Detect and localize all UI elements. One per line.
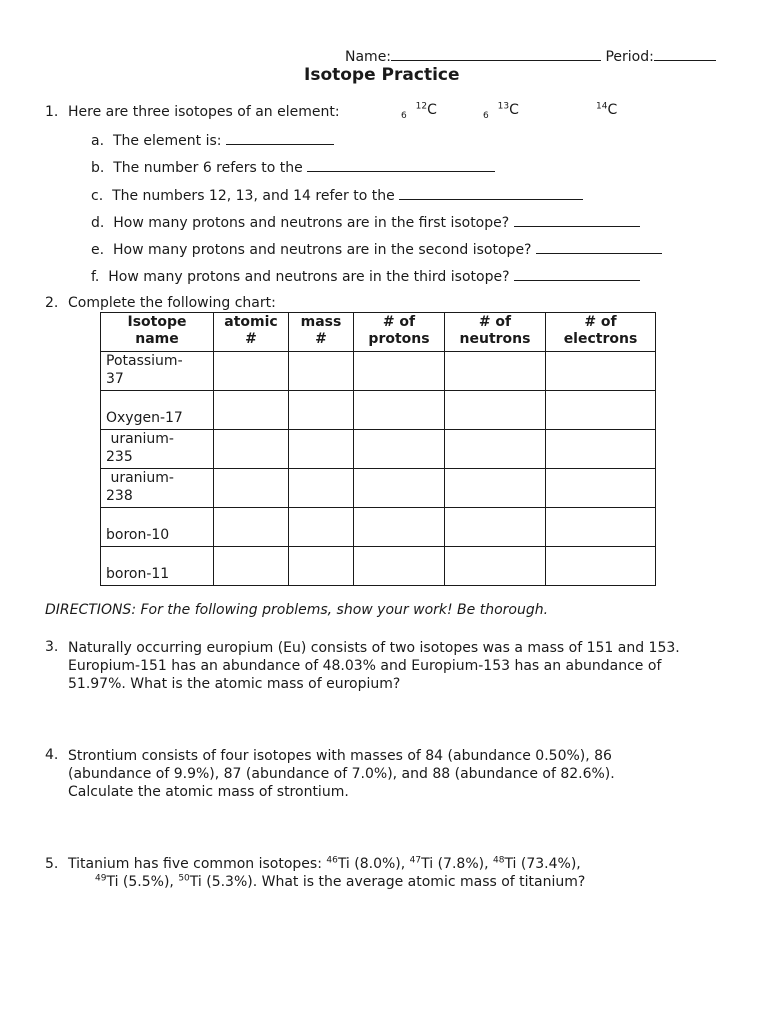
item-text: The numbers 12, 13, and 14 refer to the xyxy=(112,188,395,204)
answer-cell[interactable] xyxy=(546,391,656,430)
q1-item-e xyxy=(91,240,662,258)
col-protons: # of protons xyxy=(354,313,445,352)
answer-cell[interactable] xyxy=(214,391,289,430)
row-isotope-name: uranium- 235 xyxy=(101,430,214,469)
mass-50: 50 xyxy=(178,873,190,884)
answer-cell[interactable] xyxy=(445,352,546,391)
ti-48: Ti (73.4%), xyxy=(504,856,581,872)
iso2-mass-number: 13 xyxy=(497,101,510,112)
q1-item-f xyxy=(91,267,640,285)
col-isotope-name: Isotope name xyxy=(101,313,214,352)
row-isotope-name: boron-10 xyxy=(101,508,214,547)
q1-text: Here are three isotopes of an element: xyxy=(68,104,340,120)
item-letter: b. xyxy=(91,160,105,176)
item-letter: d. xyxy=(91,215,105,231)
row-isotope-name: uranium- 238 xyxy=(101,469,214,508)
name-label: Name: xyxy=(345,49,392,65)
answer-cell[interactable] xyxy=(354,469,445,508)
q3-text: Naturally occurring europium (Eu) consists of two isotopes was a mass of 151 and 153. Europium-151 has an abundance of 48.03% and Europium-153 has an abundance of 51.97%. What is the atomic mass of europium? xyxy=(68,640,680,692)
answer-cell[interactable] xyxy=(445,391,546,430)
answer-cell[interactable] xyxy=(214,508,289,547)
q1-item-b xyxy=(91,158,495,176)
answer-cell[interactable] xyxy=(289,391,354,430)
answer-cell[interactable] xyxy=(354,391,445,430)
item-text: How many protons and neutrons are in the third isotope? xyxy=(108,269,510,285)
answer-cell[interactable] xyxy=(546,508,656,547)
answer-cell[interactable] xyxy=(546,430,656,469)
answer-blank-e[interactable] xyxy=(536,240,662,254)
iso2-atomic-number: 6 xyxy=(483,110,489,121)
answer-cell[interactable] xyxy=(354,430,445,469)
answer-cell[interactable] xyxy=(445,430,546,469)
answer-cell[interactable] xyxy=(354,352,445,391)
q5-number: 5. xyxy=(45,856,59,872)
name-blank[interactable] xyxy=(391,47,601,61)
item-letter: c. xyxy=(91,188,104,204)
answer-blank-a[interactable] xyxy=(226,131,334,145)
isotope-chart xyxy=(100,312,656,586)
answer-cell[interactable] xyxy=(214,547,289,586)
answer-cell[interactable] xyxy=(546,547,656,586)
item-letter: a. xyxy=(91,133,105,149)
directions: DIRECTIONS: For the following problems, show your work! Be thorough. xyxy=(45,602,549,618)
answer-cell[interactable] xyxy=(546,352,656,391)
answer-cell[interactable] xyxy=(445,508,546,547)
col-atomic-number: atomic # xyxy=(214,313,289,352)
q2-text: Complete the following chart: xyxy=(68,295,276,311)
iso1-atomic-number: 6 xyxy=(401,110,407,121)
answer-blank-d[interactable] xyxy=(514,213,640,227)
answer-cell[interactable] xyxy=(354,547,445,586)
col-neutrons: # of neutrons xyxy=(445,313,546,352)
q1-item-a xyxy=(91,131,334,149)
q1-item-c xyxy=(91,186,583,204)
ti-46: Ti (8.0%), xyxy=(337,856,410,872)
answer-cell[interactable] xyxy=(354,508,445,547)
q1-item-d xyxy=(91,213,640,231)
answer-cell[interactable] xyxy=(445,547,546,586)
answer-cell[interactable] xyxy=(214,352,289,391)
answer-cell[interactable] xyxy=(289,469,354,508)
table-row xyxy=(101,391,656,430)
q2-number: 2. xyxy=(45,295,59,311)
mass-46: 46 xyxy=(326,855,338,866)
page-title: Isotope Practice xyxy=(304,65,460,85)
mass-47: 47 xyxy=(409,855,422,866)
answer-blank-b[interactable] xyxy=(307,158,495,172)
isotope-carbon-12 xyxy=(401,101,437,121)
ti-49: Ti (5.5%), xyxy=(106,874,179,890)
iso2-symbol: C xyxy=(509,102,519,118)
row-isotope-name: Oxygen-17 xyxy=(101,391,214,430)
iso3-mass-number: 14 xyxy=(596,101,608,112)
name-field[interactable] xyxy=(345,47,716,65)
ti-50: Ti (5.3%). What is the average atomic mass of titanium? xyxy=(189,874,586,890)
answer-blank-c[interactable] xyxy=(399,186,583,200)
q1-number: 1. xyxy=(45,104,59,120)
mass-48: 48 xyxy=(492,855,505,866)
mass-49: 49 xyxy=(95,873,107,884)
item-text: The number 6 refers to the xyxy=(113,160,303,176)
item-text: The element is: xyxy=(112,133,222,149)
answer-cell[interactable] xyxy=(214,469,289,508)
q5-line2 xyxy=(95,874,585,890)
answer-cell[interactable] xyxy=(445,469,546,508)
isotope-carbon-14 xyxy=(596,102,617,118)
period-blank[interactable] xyxy=(654,47,716,61)
answer-cell[interactable] xyxy=(546,469,656,508)
table-row xyxy=(101,469,656,508)
q5-intro: Titanium has five common isotopes: xyxy=(68,856,327,872)
table-row xyxy=(101,547,656,586)
answer-cell[interactable] xyxy=(289,547,354,586)
item-text: How many protons and neutrons are in the second isotope? xyxy=(112,242,532,258)
iso1-symbol: C xyxy=(427,102,437,118)
answer-cell[interactable] xyxy=(289,430,354,469)
col-mass-number: mass # xyxy=(289,313,354,352)
row-isotope-name: Potassium- 37 xyxy=(101,352,214,391)
chart-header-row xyxy=(101,313,656,352)
answer-cell[interactable] xyxy=(214,430,289,469)
table-row xyxy=(101,430,656,469)
q4-number: 4. xyxy=(45,747,59,763)
col-electrons: # of electrons xyxy=(546,313,656,352)
answer-blank-f[interactable] xyxy=(514,267,640,281)
table-row xyxy=(101,352,656,391)
item-letter: f. xyxy=(91,269,100,285)
item-text: How many protons and neutrons are in the first isotope? xyxy=(113,215,510,231)
q5-line1 xyxy=(68,856,581,872)
item-letter: e. xyxy=(91,242,105,258)
ti-47: Ti (7.8%), xyxy=(421,856,493,872)
period-label: Period: xyxy=(605,49,654,65)
q4-text: Strontium consists of four isotopes with masses of 84 (abundance 0.50%), 86 (abundance of 9.9%), 87 (abundance of 7.0%), and 88 (abundance of 82.6%). Calculate the atomic mass of strontium. xyxy=(68,748,615,800)
isotope-carbon-13 xyxy=(483,101,519,121)
row-isotope-name: boron-11 xyxy=(101,547,214,586)
q3-number: 3. xyxy=(45,639,59,655)
answer-cell[interactable] xyxy=(289,352,354,391)
iso3-symbol: C xyxy=(607,102,618,118)
answer-cell[interactable] xyxy=(289,508,354,547)
table-row xyxy=(101,508,656,547)
iso1-mass-number: 12 xyxy=(415,101,428,112)
